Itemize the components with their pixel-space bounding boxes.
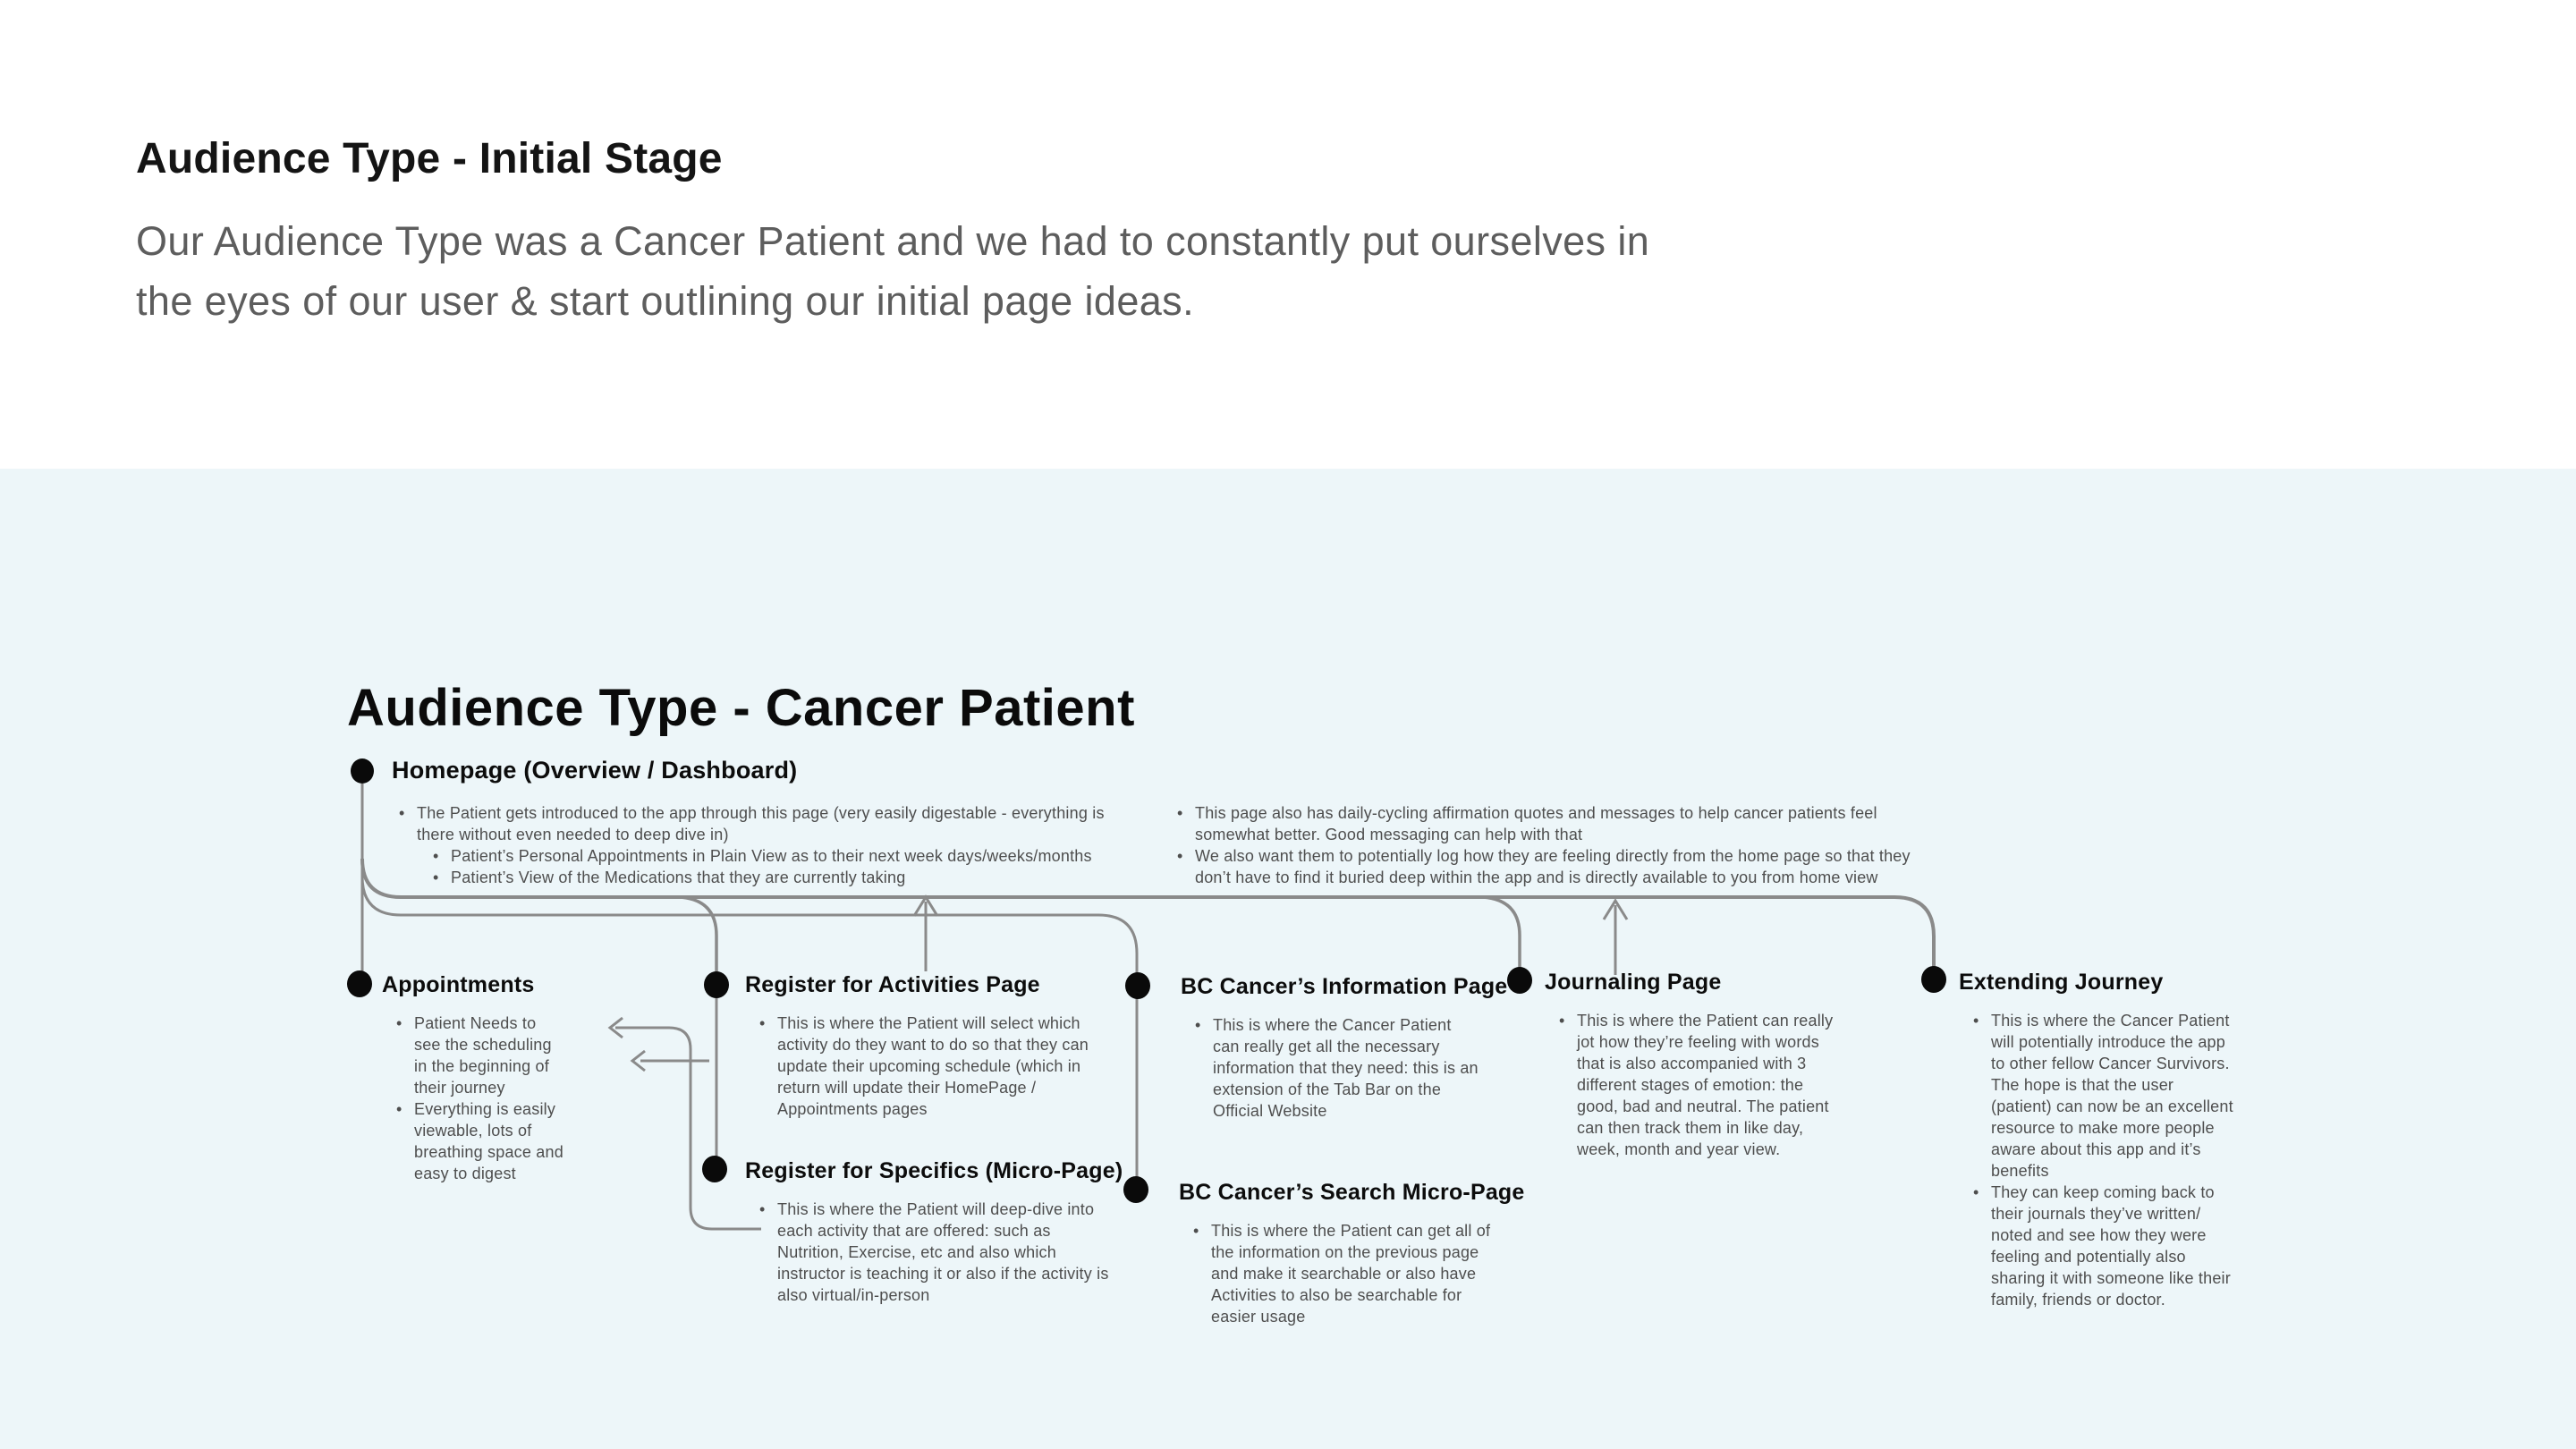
bullet-item: • Everything is easily viewable, lots of breathing space and easy to digest (393, 1098, 567, 1184)
node-bullets (756, 1013, 1100, 1120)
node-dot-appointments (347, 970, 372, 997)
bullet-item: • This is where the Patient can get all of the information on the previous page and make it searchable or also have Activities to also be searchable for easier usage (1190, 1220, 1503, 1327)
node-title: BC Cancer’s Search Micro-Page (1179, 1180, 1525, 1205)
node-dot-register-specifics (702, 1156, 727, 1182)
bullet-item: • This is where the Cancer Patient can really get all the necessary information that they need: this is an extension of the Tab Bar on the Official Website (1191, 1014, 1482, 1122)
bullet-item: • Patient’s Personal Appointments in Plain View as to their next week days/weeks/months (429, 845, 1133, 867)
node-register-specifics (745, 1157, 1123, 1306)
node-title: Extending Journey (1959, 970, 2164, 995)
bullet-item: • This is where the Patient will select which activity do they want to do so that they can update their upcoming schedule (which in return will update their HomePage / Appointments pages (756, 1013, 1100, 1120)
node-bc-information (1181, 973, 1507, 1122)
node-bullets (1970, 1010, 2233, 1310)
connector-branch-bc-information (362, 877, 1137, 974)
node-bullets (756, 1199, 1109, 1306)
node-dot-bc-information (1125, 972, 1150, 999)
bullet-item: • They can keep coming back to their journals they’ve written/ noted and see how they were feeling and potentially also sharing it with someone like their family, friends or doctor. (1970, 1182, 2233, 1310)
node-dot-homepage (351, 758, 374, 784)
node-bullets (1190, 1220, 1503, 1327)
bullet-item: • This page also has daily-cycling affirmation quotes and messages to help cancer patients feel somewhat better. Good messaging can help with that (1174, 802, 1938, 845)
diagram-heading: Audience Type - Cancer Patient (347, 679, 1135, 737)
bullet-item: • Patient Needs to see the scheduling in the beginning of their journey (393, 1013, 567, 1098)
node-title: Register for Activities Page (745, 972, 1040, 997)
homepage-bullets-right (1174, 802, 1938, 888)
bullet-item: • This is where the Cancer Patient will potentially introduce the app to other fellow Cancer Survivors. The hope is that the user (patient) can now be an excellent resource to make more people aware about this app and it’s benefits (1970, 1010, 2233, 1182)
node-bullets (1191, 1014, 1482, 1122)
node-title: Register for Specifics (Micro-Page) (745, 1158, 1123, 1183)
node-title: BC Cancer’s Information Page (1181, 974, 1508, 999)
node-register-activities (745, 971, 1100, 1120)
node-dot-register-activities (704, 971, 729, 998)
page-subtitle: Our Audience Type was a Cancer Patient and we had to constantly put ourselves in the eyes of our user & start outlining our initial page ideas. (136, 218, 1650, 324)
page-title: Audience Type - Initial Stage (136, 135, 723, 182)
node-bullets (1555, 1010, 1837, 1160)
connector-branch-register-activities (680, 897, 716, 972)
node-dot-extending (1921, 966, 1946, 993)
bullet-item: • This is where the Patient can really jot how they’re feeling with words that is also accompanied with 3 different stages of emotion: the good, bad and neutral. The patient can then track them in like day, week, month and year view. (1555, 1010, 1837, 1160)
node-dot-journaling (1507, 967, 1532, 994)
bullet-item: • Patient’s View of the Medications that they are currently taking (429, 867, 1133, 888)
node-appointments (382, 971, 567, 1184)
homepage-bullets-left (395, 802, 1133, 888)
node-title: Journaling Page (1545, 970, 1722, 995)
node-title: Appointments (382, 972, 535, 997)
bullet-item: • This is where the Patient will deep-dive into each activity that are offered: such as Nutrition, Exercise, etc and also which instructor is teaching it or also if the activity is also virtual/in-person (756, 1199, 1109, 1306)
node-dot-bc-search (1123, 1176, 1148, 1203)
node-title-homepage: Homepage (Overview / Dashboard) (392, 757, 798, 784)
bullet-item: • The Patient gets introduced to the app through this page (very easily digestable - everything is there without even needed to deep dive in) (395, 802, 1133, 845)
node-bc-search (1179, 1179, 1525, 1327)
node-bullets (393, 1013, 567, 1184)
bullet-item: • We also want them to potentially log how they are feeling directly from the home page so that they don’t have to find it buried deep within the app and is directly available to you from home view (1174, 845, 1938, 888)
connector-branch-journaling (1483, 897, 1520, 968)
node-extending-journey (1959, 969, 2233, 1310)
node-journaling (1545, 969, 1837, 1160)
